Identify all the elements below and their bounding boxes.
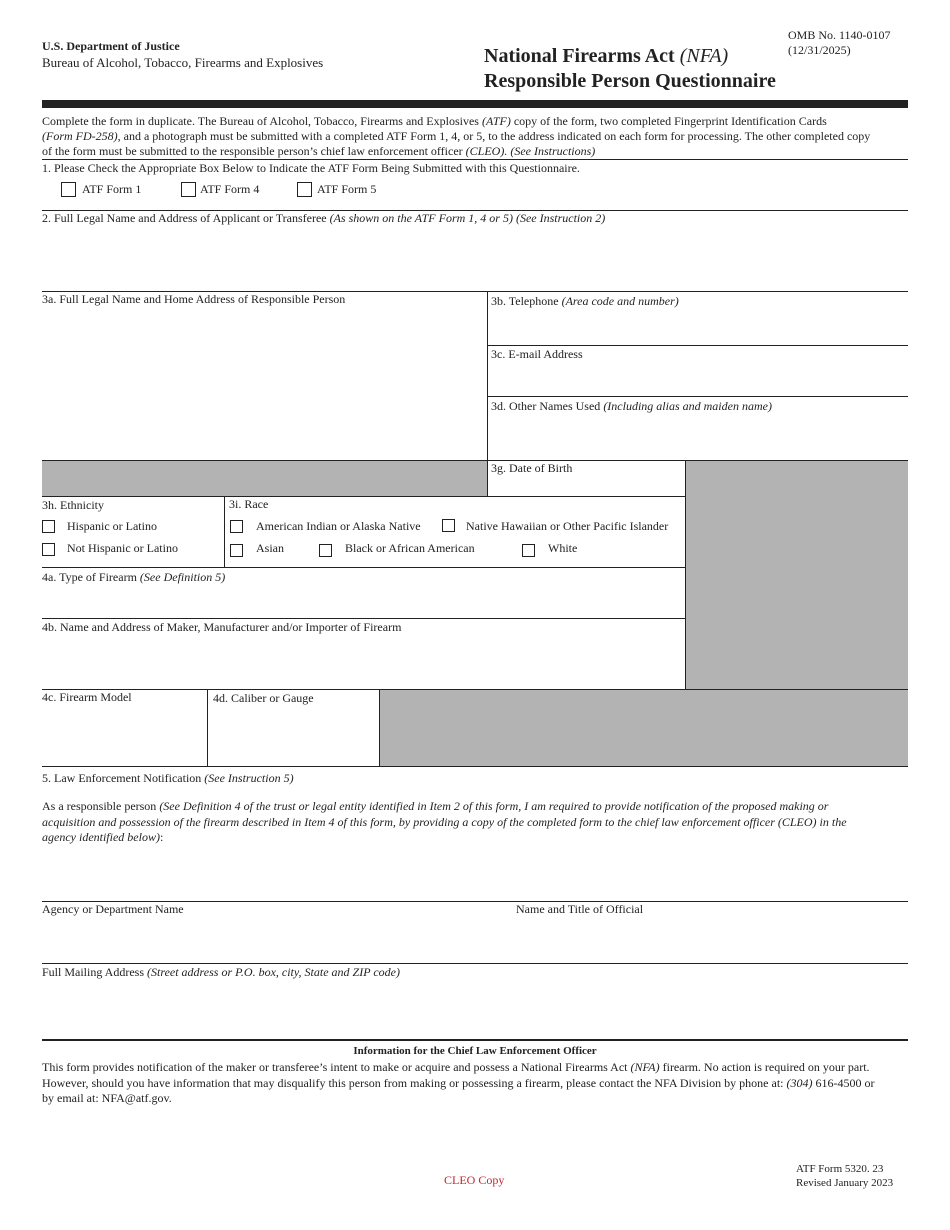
mailing-text: Full Mailing Address xyxy=(42,965,148,979)
info-line-3 xyxy=(42,1091,912,1107)
shaded-photo-area xyxy=(686,461,908,689)
intro-line-2 xyxy=(42,129,912,144)
intro-p4: of the form must be submitted to the responsible person’s chief law enforcement officer xyxy=(42,144,466,158)
caliber-gauge-field[interactable] xyxy=(213,707,373,763)
form-number: ATF Form 5320. 23 xyxy=(796,1163,884,1175)
item3b-note: (Area code and number) xyxy=(561,294,679,308)
intro-line-3 xyxy=(42,144,912,159)
label-atf-form-4: ATF Form 4 xyxy=(200,182,260,196)
omb-number: OMB No. 1140-0107 (12/31/2025) xyxy=(788,28,891,57)
mailing-note: (Street address or P.O. box, city, State and ZIP code) xyxy=(147,965,400,979)
firearm-model-field[interactable] xyxy=(42,706,202,763)
checkbox-black[interactable] xyxy=(319,544,332,557)
info-nfa: (NFA) xyxy=(630,1060,660,1074)
info-p3: However, should you have information that may disqualify this person from making or possessing a firearm, please contact the NFA Division by phone at: xyxy=(42,1075,787,1090)
item2-label-text: 2. Full Legal Name and Address of Applicant or Transferee xyxy=(42,211,330,225)
item5-text: 5. Law Enforcement Notification xyxy=(42,771,205,785)
rule-3h xyxy=(42,496,685,497)
item4a-label xyxy=(42,570,225,585)
rule-item1 xyxy=(42,159,908,160)
item4a-note: (See Definition 5) xyxy=(139,570,226,584)
title-main: National Firearms Act xyxy=(484,45,680,67)
rule-4a xyxy=(42,567,685,568)
responsible-person-name-address-field[interactable] xyxy=(42,308,482,458)
item5-stmt-b: (See Definition 4 of the trust or legal entity identified in Item 2 of this form, I am required to provide notification of the proposed making or acquisition and possession of the firearm described in Item 4 of this form, by providing a copy of the completed form to the chief law enforcement officer (CLEO) in the agency identified below) xyxy=(42,799,847,844)
item5-statement xyxy=(42,799,882,846)
item3i-label: 3i. Race xyxy=(229,497,269,511)
checkbox-atf-form-5[interactable] xyxy=(297,182,312,197)
item4c-label: 4c. Firearm Model xyxy=(42,690,132,704)
item4b-label: 4b. Name and Address of Maker, Manufacturer and/or Importer of Firearm xyxy=(42,620,402,634)
department-name: U.S. Department of Justice xyxy=(42,39,180,53)
telephone-field[interactable] xyxy=(491,310,905,344)
info-text xyxy=(42,1060,912,1107)
checkbox-native-hawaiian[interactable] xyxy=(442,519,455,532)
info-p2: firearm. No action is required on your part. xyxy=(659,1060,870,1074)
form-subtitle: Responsible Person Questionnaire xyxy=(484,70,776,92)
firearm-type-field[interactable] xyxy=(42,586,682,616)
intro-p2: copy of the form, two completed Fingerprint Identification Cards xyxy=(510,114,827,128)
info-p1: This form provides notification of the maker or transferee’s intent to make or acquire and possess a National Firearms Act xyxy=(42,1060,631,1074)
info-phone: 616-4500 or xyxy=(812,1075,875,1090)
rule-4b xyxy=(42,618,685,619)
item5-note: (See Instruction 5) xyxy=(204,771,294,785)
label-atf-form-1: ATF Form 1 xyxy=(82,182,142,196)
info-heading: Information for the Chief Law Enforcement Officer xyxy=(353,1045,597,1057)
header-rule xyxy=(42,100,908,108)
label-not-hispanic: Not Hispanic or Latino xyxy=(67,541,178,555)
item3d-label xyxy=(491,399,772,414)
intro-line-1 xyxy=(42,114,912,129)
checkbox-atf-form-4[interactable] xyxy=(181,182,196,197)
checkbox-hispanic[interactable] xyxy=(42,520,55,533)
item2-label xyxy=(42,211,605,226)
item2-note: (As shown on the ATF Form 1, 4 or 5) (See Instruction 2) xyxy=(329,211,606,225)
label-black: Black or African American xyxy=(345,541,475,555)
item3d-note: (Including alias and maiden name) xyxy=(603,399,772,413)
checkbox-asian[interactable] xyxy=(230,544,243,557)
intro-fd258: (Form FD-258) xyxy=(42,129,118,143)
item3b-label xyxy=(491,294,679,309)
label-american-indian: American Indian or Alaska Native xyxy=(256,519,421,533)
info-phone-area: (304) xyxy=(786,1075,813,1090)
divider-4c-4d xyxy=(207,689,208,766)
info-line-1 xyxy=(42,1060,912,1076)
cleo-copy-label: CLEO Copy xyxy=(444,1173,505,1187)
divider-3h-3i xyxy=(224,496,225,567)
agency-label: Agency or Department Name xyxy=(42,902,184,916)
checkbox-white[interactable] xyxy=(522,544,535,557)
item5-stmt-c: : xyxy=(159,830,164,844)
checkbox-american-indian[interactable] xyxy=(230,520,243,533)
rule-3c xyxy=(487,345,908,346)
form-title xyxy=(484,44,728,68)
label-white: White xyxy=(548,541,578,555)
shaded-area-3e-3f xyxy=(42,461,487,496)
title-nfa: (NFA) xyxy=(679,45,729,67)
item3h-label: 3h. Ethnicity xyxy=(42,498,104,512)
info-line-2 xyxy=(42,1076,912,1092)
mailing-address-field[interactable] xyxy=(42,922,906,962)
checkbox-atf-form-1[interactable] xyxy=(61,182,76,197)
rule-mailing xyxy=(42,963,908,964)
rule-info xyxy=(42,1039,908,1041)
agency-name-field[interactable] xyxy=(42,860,512,900)
item4a-text: 4a. Type of Firearm xyxy=(42,570,140,584)
item3d-text: 3d. Other Names Used xyxy=(491,399,604,413)
shaded-area-4 xyxy=(380,690,908,766)
item1-label: 1. Please Check the Appropriate Box Below to Indicate the ATF Form Being Submitted with this Questionnaire. xyxy=(42,161,580,175)
label-asian: Asian xyxy=(256,541,284,555)
rule-item5 xyxy=(42,766,908,767)
official-label: Name and Title of Official xyxy=(516,902,644,916)
bureau-name: Bureau of Alcohol, Tobacco, Firearms and Explosives xyxy=(42,55,324,70)
intro-p1: Complete the form in duplicate. The Bureau of Alcohol, Tobacco, Firearms and Explosives xyxy=(42,114,482,128)
label-atf-form-5: ATF Form 5 xyxy=(317,182,377,196)
item3b-text: 3b. Telephone xyxy=(491,294,562,308)
item5-stmt-a: As a responsible person xyxy=(42,799,160,813)
date-of-birth-field[interactable] xyxy=(491,477,681,495)
other-names-field[interactable] xyxy=(491,415,905,459)
revised-date: Revised January 2023 xyxy=(796,1177,894,1189)
official-name-title-field[interactable] xyxy=(516,860,906,900)
item3c-label: 3c. E-mail Address xyxy=(491,347,583,361)
intro-atf: (ATF) xyxy=(481,114,511,128)
mailing-label xyxy=(42,965,400,980)
label-native-hawaiian: Native Hawaiian or Other Pacific Islander xyxy=(466,519,669,533)
rule-3d xyxy=(487,396,908,397)
label-hispanic: Hispanic or Latino xyxy=(67,519,157,533)
item4d-label: 4d. Caliber or Gauge xyxy=(213,691,314,705)
maker-name-address-field[interactable] xyxy=(42,636,682,686)
checkbox-not-hispanic[interactable] xyxy=(42,543,55,556)
intro-text xyxy=(42,114,912,159)
applicant-name-address-field[interactable] xyxy=(42,226,908,290)
email-field[interactable] xyxy=(491,363,905,395)
intro-p3: , and a photograph must be submitted with a completed ATF Form 1, 4, or 5, to the address indicated on each form for processing. The other completed copy xyxy=(117,129,871,143)
item5-label xyxy=(42,771,294,786)
divider-3a-3b xyxy=(487,291,488,496)
intro-cleo: (CLEO). (See Instructions) xyxy=(465,144,596,158)
info-p4: by email at: NFA@atf.gov. xyxy=(42,1091,172,1105)
item3g-label: 3g. Date of Birth xyxy=(491,461,573,475)
item3a-label: 3a. Full Legal Name and Home Address of Responsible Person xyxy=(42,292,346,306)
